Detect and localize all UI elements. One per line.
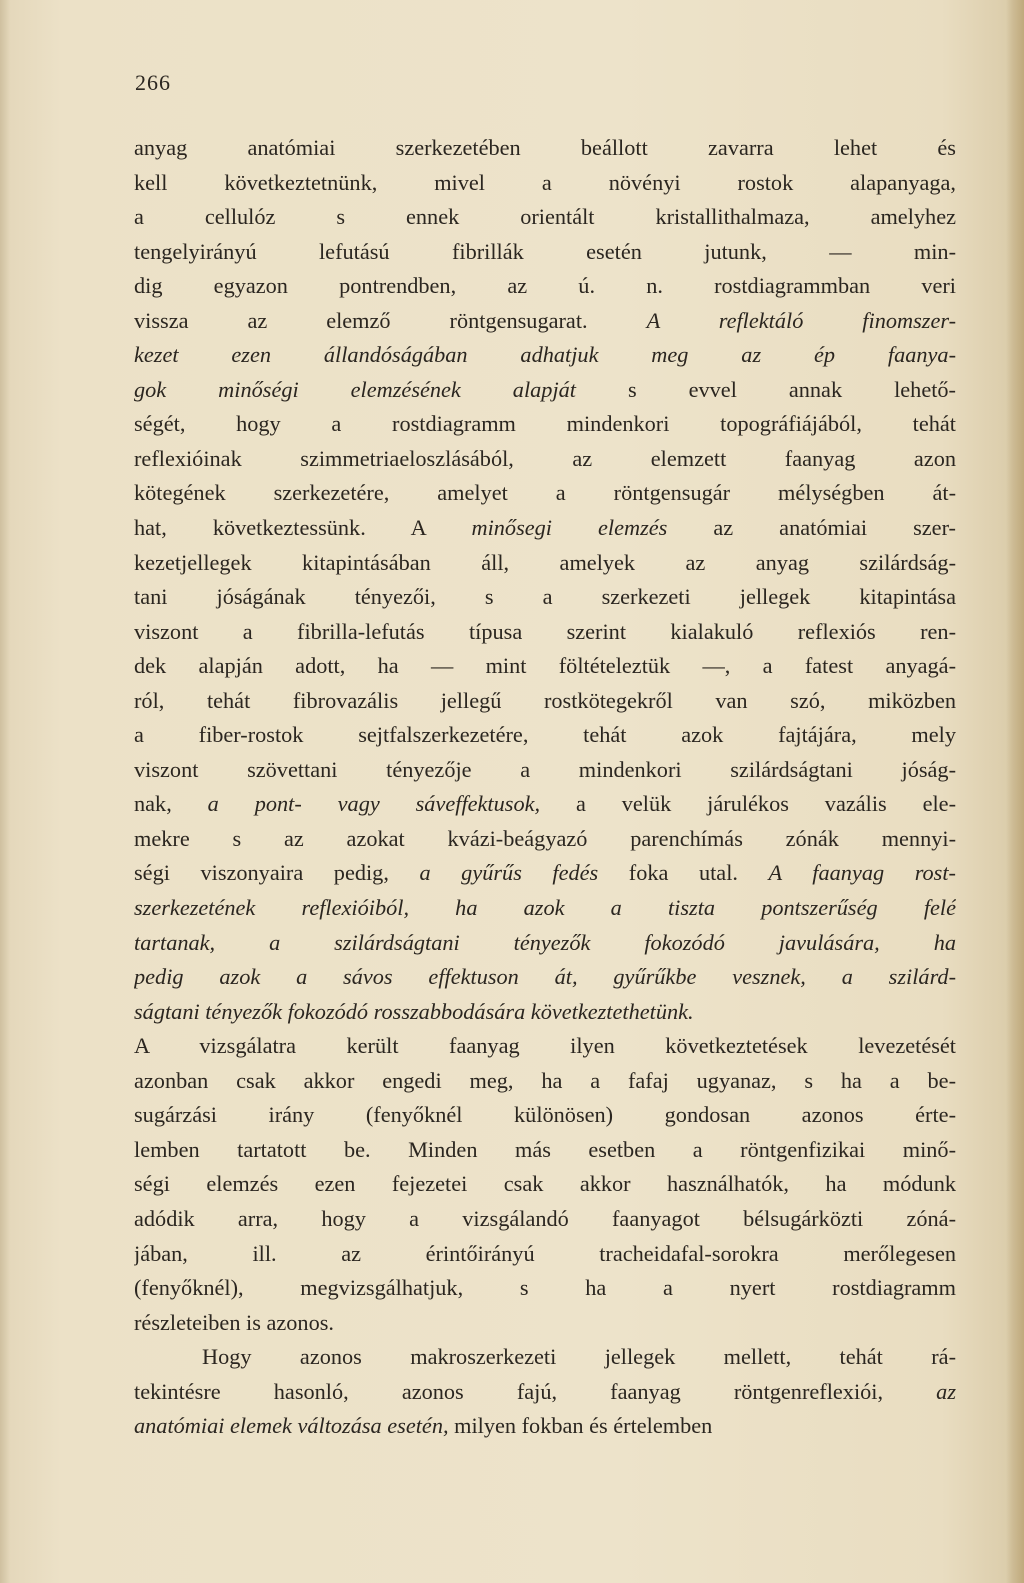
- text-segment: a fiber-rostok sejtfalszerkezetére, tehát azok fajtájára, mely: [134, 722, 956, 748]
- text-segment: foka utal.: [598, 860, 769, 886]
- text-segment: viszont a fibrilla-lefutás típusa szerint kialakuló reflexiós ren-: [134, 618, 956, 644]
- text-segment: kötegének szerkezetére, amelyet a röntgensugár mélységben át-: [134, 480, 956, 506]
- text-segment: s evvel annak lehető-: [575, 376, 956, 402]
- text-segment: (fenyőknél), megvizsgálhatjuk, s ha a nyert rostdiagramm: [134, 1275, 956, 1301]
- text-segment: kell következtetnünk, mivel a növényi rostok alapanyaga,: [134, 169, 956, 195]
- text-segment: ségét, hogy a rostdiagramm mindenkori topográfiájából, tehát: [134, 411, 956, 437]
- italic-text-segment: szerkezetének reflexióiból, ha azok a tiszta pontszerűség felé: [134, 895, 956, 921]
- italic-text-segment: A faanyag rost-: [768, 860, 956, 886]
- text-line: [134, 1237, 956, 1272]
- text-line: [134, 269, 956, 304]
- italic-text-segment: anatómiai elemek változása esetén,: [134, 1413, 449, 1439]
- text-segment: a velük járulékos vazális ele-: [540, 791, 956, 817]
- italic-text-segment: ságtani tényezők fokozódó rosszabbodására következtethetünk.: [134, 998, 694, 1024]
- text-segment: hat, következtessünk. A: [134, 515, 472, 541]
- text-line: [134, 1098, 956, 1133]
- text-line: [134, 856, 956, 891]
- text-line: [134, 649, 956, 684]
- text-segment: ról, tehát fibrovazális jellegű rostkötegekről van szó, miközben: [134, 687, 956, 713]
- text-line: [134, 580, 956, 615]
- italic-text-segment: A reflektáló finomszer-: [646, 307, 956, 333]
- text-line: [134, 684, 956, 719]
- page-edge-shadow: [1006, 0, 1024, 1583]
- text-line: [134, 304, 956, 339]
- text-line: [134, 476, 956, 511]
- text-segment: azonban csak akkor engedi meg, ha a fafaj ugyanaz, s ha a be-: [134, 1067, 956, 1093]
- italic-text-segment: pedig azok a sávos effektuson át, gyűrűkbe vesznek, a szilárd-: [134, 964, 956, 990]
- text-segment: viszont szövettani tényezője a mindenkori szilárdságtani jóság-: [134, 756, 956, 782]
- text-line: [134, 926, 956, 961]
- text-line: [134, 200, 956, 235]
- text-segment: vissza az elemző röntgensugarat.: [134, 307, 647, 333]
- text-segment: sugárzási irány (fenyőknél különösen) gondosan azonos érte-: [134, 1102, 956, 1128]
- text-line: [134, 1202, 956, 1237]
- italic-text-segment: tartanak, a szilárdságtani tényezők fokozódó javulására, ha: [134, 929, 956, 955]
- italic-text-segment: a pont- vagy sáveffektusok,: [207, 791, 541, 817]
- text-segment: részleteiben is azonos.: [134, 1309, 334, 1335]
- text-segment: a cellulóz s ennek orientált kristallithalmaza, amelyhez: [134, 204, 956, 230]
- text-line: [134, 1306, 956, 1341]
- text-segment: dig egyazon pontrendben, az ú. n. rostdiagrammban veri: [134, 273, 956, 299]
- text-line: [134, 718, 956, 753]
- body-text: [134, 131, 956, 1444]
- text-line: [134, 1029, 956, 1064]
- text-line: [134, 615, 956, 650]
- text-line: [134, 1133, 956, 1168]
- text-segment: nak,: [134, 791, 208, 817]
- text-line: [134, 787, 956, 822]
- text-segment: kezetjellegek kitapintásában áll, amelyek az anyag szilárdság-: [134, 549, 956, 575]
- text-segment: az anatómiai szer-: [667, 515, 956, 541]
- text-line: [134, 1375, 956, 1410]
- text-line: [134, 1167, 956, 1202]
- text-line: [134, 1064, 956, 1099]
- italic-text-segment: az: [936, 1378, 956, 1404]
- text-segment: anyag anatómiai szerkezetében beállott zavarra lehet és: [134, 135, 956, 160]
- text-line: [134, 753, 956, 788]
- page-number: 266: [135, 70, 171, 95]
- text-segment: tani jóságának tényezői, s a szerkezeti jellegek kitapintása: [134, 584, 956, 610]
- text-line: [134, 995, 956, 1030]
- text-line: [134, 166, 956, 201]
- text-segment: ségi viszonyaira pedig,: [134, 860, 420, 886]
- text-segment: mekre s az azokat kvázi-beágyazó parenchímás zónák mennyi-: [134, 825, 956, 851]
- text-line: [134, 511, 956, 546]
- text-line: [134, 1409, 956, 1444]
- text-segment: tengelyirányú lefutású fibrillák esetén jutunk, — min-: [134, 238, 956, 264]
- text-segment: dek alapján adott, ha — mint föltételeztük —, a fatest anyagá-: [134, 653, 956, 679]
- text-segment: lemben tartatott be. Minden más esetben a röntgenfizikai minő-: [134, 1136, 956, 1162]
- text-line: [134, 407, 956, 442]
- italic-text-segment: kezet ezen állandóságában adhatjuk meg az ép faanya-: [134, 342, 956, 368]
- text-segment: jában, ill. az érintőirányú tracheidafal-sorokra merőlegesen: [134, 1240, 956, 1266]
- text-segment: adódik arra, hogy a vizsgálandó faanyagot bélsugárközti zóná-: [134, 1205, 956, 1231]
- text-line: [134, 131, 956, 166]
- text-line: [134, 891, 956, 926]
- text-segment: milyen fokban és értelemben: [448, 1413, 713, 1439]
- text-line: [134, 1271, 956, 1306]
- page-gutter-shadow: [0, 0, 10, 1583]
- text-segment: reflexióinak szimmetriaeloszlásából, az elemzett faanyag azon: [134, 445, 956, 471]
- text-line: [134, 373, 956, 408]
- text-line: [134, 960, 956, 995]
- text-segment: ségi elemzés ezen fejezetei csak akkor használhatók, ha módunk: [134, 1171, 956, 1197]
- text-line: [134, 338, 956, 373]
- italic-text-segment: gok minőségi elemzésének alapját: [134, 376, 576, 402]
- text-segment: Hogy azonos makroszerkezeti jellegek mellett, tehát rá-: [202, 1344, 956, 1370]
- text-segment: tekintésre hasonló, azonos fajú, faanyag röntgenreflexiói,: [134, 1378, 937, 1404]
- text-line: [134, 1340, 956, 1375]
- italic-text-segment: minősegi elemzés: [471, 515, 668, 541]
- italic-text-segment: a gyűrűs fedés: [419, 860, 599, 886]
- text-line: [134, 822, 956, 857]
- text-line: [134, 546, 956, 581]
- text-segment: A vizsgálatra került faanyag ilyen következtetések levezetését: [134, 1033, 956, 1059]
- text-line: [134, 442, 956, 477]
- text-line: [134, 235, 956, 270]
